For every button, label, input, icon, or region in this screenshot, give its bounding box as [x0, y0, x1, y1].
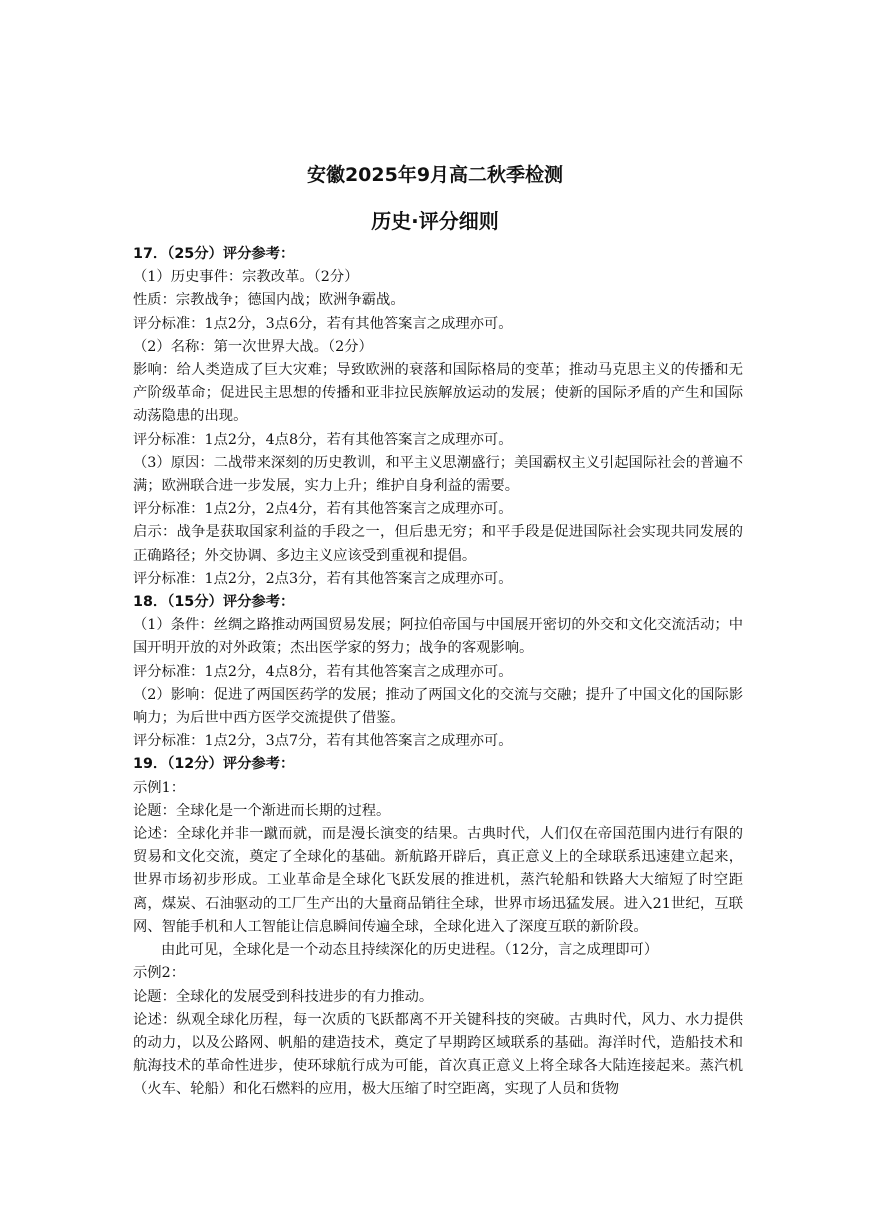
paragraph: （1）历史事件：宗教改革。（2分）	[133, 269, 359, 286]
section-heading: 17．（25分）评分参考：	[133, 246, 295, 262]
document-subtitle: 历史·评分细则	[371, 209, 499, 233]
paragraph: 论题：全球化是一个渐进而长期的过程。	[133, 802, 391, 819]
paragraph: 论述：纵观全球化历程，每一次质的飞跃都离不开关键科技的突破。古典时代，风力、水力提供的动力，以及公路网、帆船的建造技术，奠定了早期跨区域联系的基础。海洋时代，造船技术和航海技术的革命性进步，使环球航行成为可能，首次真正意义上将全球各大陆连接起来。蒸汽机（火车、轮船）和化石燃料的应用，极大压缩了时空距离，实现了人员和货物	[133, 1011, 743, 1098]
paragraph: 评分标准：1点2分，4点8分，若有其他答案言之成理亦可。	[133, 663, 513, 680]
document-title: 安徽2025年9月高二秋季检测	[306, 164, 564, 186]
paragraph: 影响：给人类造成了巨大灾难；导致欧洲的衰落和国际格局的变革；推动马克思主义的传播和无产阶级革命；促进民主思想的传播和亚非拉民族解放运动的发展；使新的国际矛盾的产生和国际动荡隐患的出现。	[133, 362, 743, 425]
paragraph: 评分标准：1点2分，3点6分，若有其他答案言之成理亦可。	[133, 315, 513, 332]
paragraph: 评分标准：1点2分，2点4分，若有其他答案言之成理亦可。	[133, 501, 513, 518]
paragraph: 评分标准：1点2分，4点8分，若有其他答案言之成理亦可。	[133, 431, 513, 448]
paragraph: 论题：全球化的发展受到科技进步的有力推动。	[133, 988, 434, 1005]
paragraph: （3）原因：二战带来深刻的历史教训，和平主义思潮盛行；美国霸权主义引起国际社会的普遍不满；欧洲联合进一步发展，实力上升；维护自身利益的需要。	[133, 454, 743, 495]
section-heading: 19．（12分）评分参考：	[133, 756, 295, 773]
paragraph: 评分标准：1点2分，2点3分，若有其他答案言之成理亦可。	[133, 570, 513, 587]
paragraph: 启示：战争是获取国家利益的手段之一，但后患无穷；和平手段是促进国际社会实现共同发展的正确路径；外交协调、多边主义应该受到重视和提倡。	[133, 524, 743, 564]
paragraph: 示例2：	[133, 965, 185, 982]
paragraph: 性质：宗教战争；德国内战；欧洲争霸战。	[133, 292, 405, 309]
paragraph: 论述：全球化并非一蹴而就，而是漫长演变的结果。古典时代，人们仅在帝国范围内进行有限的贸易和文化交流，奠定了全球化的基础。新航路开辟后，真正意义上的全球联系迅速建立起来，世界市场初步形成。工业革命是全球化飞跃发展的推进机，蒸汽轮船和铁路大大缩短了时空距离，煤炭、石油驱动的工厂生产出的大量商品销往全球，世界市场迅猛发展。进入21世纪，互联网、智能手机和人工智能让信息瞬间传遍全球，全球化进入了深度互联的新阶段。	[133, 826, 743, 935]
document-body	[133, 243, 743, 1102]
paragraph: 评分标准：1点2分，3点7分，若有其他答案言之成理亦可。	[133, 733, 513, 750]
paragraph: 示例1：	[133, 779, 185, 796]
paragraph: 由此可见，全球化是一个动态且持续深化的历史进程。（12分，言之成理即可）	[161, 942, 659, 959]
paragraph: （1）条件：丝绸之路推动两国贸易发展；阿拉伯帝国与中国展开密切的外交和文化交流活动；中国开明开放的对外政策；杰出医学家的努力；战争的客观影响。	[133, 617, 743, 657]
paragraph: （2）名称：第一次世界大战。（2分）	[133, 338, 373, 355]
paragraph: （2）影响：促进了两国医药学的发展；推动了两国文化的交流与交融；提升了中国文化的国际影响力；为后世中西方医学交流提供了借鉴。	[133, 686, 743, 727]
section-heading: 18．（15分）评分参考：	[133, 594, 295, 611]
